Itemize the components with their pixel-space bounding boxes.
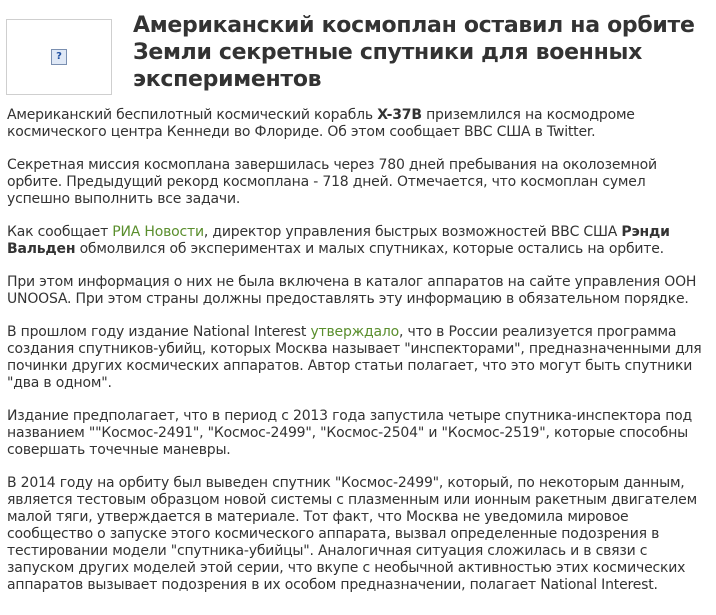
- text: , что в России реализуется программа создания спутников-убийц, которых Москва называет "инспекторами", предназначенными для починки других космических аппаратов. Автор статьи полагает, что это могут быть спутники "два в одном".: [7, 324, 702, 391]
- article-headline: Американский космоплан оставил на орбите Земли секретные спутники для военных экспериментов: [133, 13, 695, 92]
- text: обмолвился об экспериментах и малых спутниках, которые остались на орбите.: [75, 241, 664, 257]
- paragraph-4: При этом информация о них не была включена в каталог аппаратов на сайте управления ООН UNOOSA. При этом страны должны предоставлять эту информацию в обязательном порядке.: [7, 274, 697, 307]
- text: Американский беспилотный космический корабль: [7, 107, 378, 123]
- article-image: [6, 19, 112, 95]
- text: приземлился на космодроме космического центра Кеннеди во Флориде. Об этом сообщает ВВС США в Twitter.: [7, 107, 635, 140]
- spacecraft-name: X-37B: [377, 107, 422, 123]
- broken-image-icon: ?: [51, 49, 67, 65]
- text: , директор управления быстрых возможностей ВВС США: [203, 224, 622, 240]
- paragraph-6: Издание предполагает, что в период с 2013 года запустила четыре спутника-инспектора под названием ""Космос-2491", "Космос-2499", "Космос-2504" и "Космос-2519", которые способны совершать точечные маневры.: [7, 408, 692, 458]
- paragraph-7: В 2014 году на орбиту был выведен спутник "Космос-2499", который, по некоторым данным, является тестовым образцом новой системы с плазменным или ионным ракетным двигателем малой тяги, утверждается в материале. Тот факт, что Москва не уведомила мировое сообщество о запуске этого космического аппарата, вызвал определенные подозрения в тестировании модели "спутника-убийцы". Аналогичная ситуация сложилась и в связи с запуском других моделей этой серии, что вкупе с необычной активностью этих космических аппаратов вызывает подозрения в их особом предназначении, полагает National Interest.: [7, 475, 697, 593]
- text: В прошлом году издание National Interest: [7, 324, 311, 340]
- paragraph-2: Секретная миссия космоплана завершилась через 780 дней пребывания на околоземной орбите. Предыдущий рекорд космоплана - 718 дней. Отмечается, что космоплан сумел успешно выполнить все задачи.: [7, 157, 657, 207]
- source-link[interactable]: утверждало: [310, 324, 400, 340]
- paragraph-1: [7, 107, 707, 141]
- article-body: [7, 107, 707, 610]
- paragraph-5: [7, 324, 707, 392]
- text: Как сообщает: [7, 224, 113, 240]
- person-name: Рэнди Вальден: [7, 224, 670, 257]
- paragraph-3: [7, 224, 707, 258]
- ria-novosti-link[interactable]: РИА Новости: [112, 224, 204, 240]
